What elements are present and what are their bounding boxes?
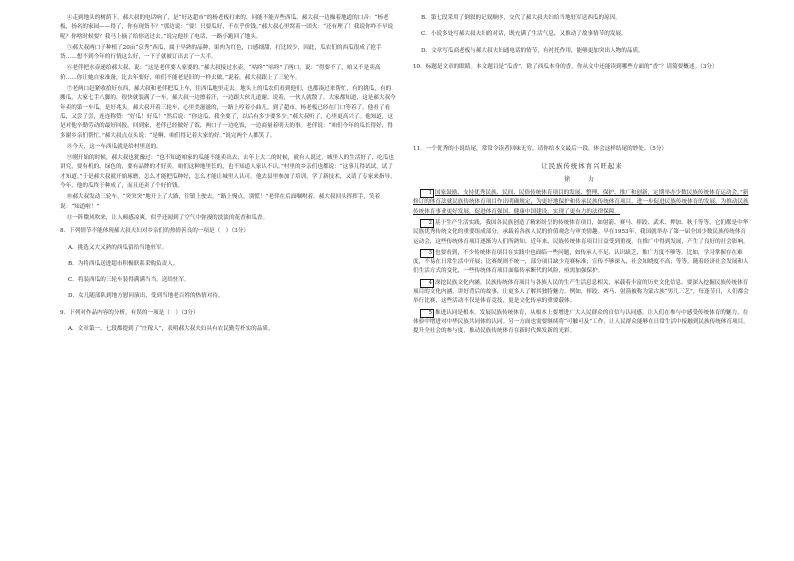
article-paragraph-text: 深挖民族文化内涵。民族传统体育项目与各族人民的生产生活息息相关，承载着丰富的历史文化信息。要深入挖掘民族传统体育项目的文化内涵，讲好背后的故事，让更多人了解其独特魅力。例如，摔跤、赛马、射箭被称为蒙古族“男儿三艺”，每逢节日，人们都会举行比赛，这些活动不仅是体育竞技，更是文化传承的重要载体。 bbox=[413, 279, 749, 305]
question-10-stem: 10．标题是文章的眼睛。本文题目是“瓜香”，除了西瓜本身的香，你从文中还能读到哪些方面的“香”？请简要概述。（3分） bbox=[413, 63, 718, 70]
story-paragraph: ⑪一阵微风吹来，让人顿感凉爽，似乎还闻到了空气中弥漫的淡淡的花香和瓜香。 bbox=[66, 214, 269, 221]
article-paragraph bbox=[413, 249, 751, 277]
question-8-option-a: A．挑选又大又熟的西瓜留给当地驻军。 bbox=[68, 244, 168, 251]
question-11-stem: 11．一个优秀的小说结尾，常常令读者回味无穷，请你给本文最后一段，体会这样结尾的妙处。（5分） bbox=[413, 146, 668, 153]
story-paragraph: ⑩郝大叔发动三轮车，“突突突”地开上了大路，往镇上驶去。“路上慢点，别慌！”老伴在后面嘱咐着。郝大叔回头挥挥手，笑着说：“知道啦！” bbox=[60, 194, 381, 210]
question-9-option-a: A．文章第一、七段都提到了“庄稼人”，表明郝大叔夫妇具有农民勤劳朴实的品质。 bbox=[68, 326, 274, 333]
story-paragraph: ⑦老两口赶紧收拾好东西，郝大叔和老伴把瓜上车，往西瓜地里走去。地头上的瓜农们看到他们，也都凑过来帮忙，有的挑瓜，有的搬瓜，大家七手八脚的，很快就装满了一车。郝大叔一边擦着汗，一边跟大伙儿道谢。说着，一伙人就散了。大家都知道，这是郝大叔今年卖的第一车瓜，是好兆头。郝大叔开着三轮车，心里美滋滋的，一路上哼着小曲儿。到了超市，杨老板已经在门口等着了，他看了看瓜，又尝了尝，连连称赞：“好瓜！好瓜！”然后说：“你这瓜，我全要了，以后有多少要多少。”郝大叔听了，心里更高兴了。他知道，这是对他辛勤劳动的最好回报。回到家，老伴已经做好了饭，两口子一边吃饭，一边商量着明天的事。老伴说：“咱们今年的瓜长得好，得多谢乡亲们帮忙。”郝大叔点点头说：“是啊，咱们得记着大家的好。”说完两个人都笑了。 bbox=[60, 86, 396, 139]
paragraph-number-1: 1 bbox=[420, 189, 434, 198]
story-paragraph: ⑨刚开始的时候，郝大叔也犹豫过：“也不知道咱家的瓜能不能卖出去，去年上大二的时候，就有人说过，城里人的生活好了，吃瓜也讲究，要有机的、绿色的，要有品牌的才好卖。咱们这种地里长的，也不知道人家认不认。”村里的乡亲们也都说：“这事儿得试试，试了才知道。”于是郝大叔就开始琢磨，怎么才能把瓜种好，怎么才能让城里人认可。他去县里参加了培训，学了新技术，又请了专家来指导。今年，他的瓜终于种成了，而且还卖了个好价钱。 bbox=[60, 155, 396, 190]
article-paragraph bbox=[413, 219, 751, 247]
question-8-option-c: C．将装西瓜的三轮车装得满满当当，送给驻军。 bbox=[68, 277, 190, 284]
article-author: 徐 力 bbox=[563, 175, 600, 183]
question-9-option-d: D．文章写瓜商老板与郝大叔夫妇通电话的情节，有衬托作用，能够更加突出人物的品质。 bbox=[421, 47, 644, 54]
story-paragraph: ④走到地头的树荫下，郝大叔的电话响了，是“好达超市”的杨老板打来的，问能不能弄些西瓜。郝大叔一边操着地道的口音：“杨老板，扬名的家园——得了，你有现货不？”那边说：“要！只要瓜好，不在乎价钱。”郝大叔心里窝着一团火：“还有理了！我说你咋不早说呢？你啥时候要？我马上摘了给你送过去。”说完他挂了电话，一路小跑回了地头。 bbox=[60, 15, 394, 40]
article-paragraph-text: 基于生产生活实践，我国各民族创造了精彩纷呈的传统体育项目，如射箭、赛马、摔跤、武术、押加、秋千等等，它们都是中华民族优秀传统文化的重要组成部分，承载着各族人民的价值观念与审美情趣。早在1953年，我国就举办了第一届全国少数民族传统体育运动会，这些传统体育项目逐渐为人们所熟知。近年来，民族传统体育项目日益受到重视，在推广中得到发展，产生了良好的社会影响。 bbox=[413, 219, 749, 245]
question-9-stem: 9．下列对作品内容的分析，有误的一项是（ ）（3分） bbox=[60, 309, 199, 316]
left-column bbox=[60, 14, 396, 341]
question-9-option-b: B．第七段采用了倒叙的记叙顺序，交代了郝大叔夫妇给当地驻军送西瓜的原因。 bbox=[421, 15, 621, 21]
paragraph-number-5: 5 bbox=[420, 309, 434, 318]
paragraph-number-3: 3 bbox=[420, 249, 434, 258]
question-10-answer-space bbox=[413, 79, 751, 141]
story-paragraph: ⑥老伴把水壶递给郝大叔，说：“这是老伴要人家要的。”郝大叔接过水壶，“咕咚”“咕咚”了两口，说：“得要不了，咱又不是卖高价……你让她自家准备，比去年要好，咱们不能老是旧的一样去做。”说着，郝大叔跟上了三轮车。 bbox=[60, 65, 381, 81]
story-paragraph: ⑤郝大叔两口子种植了20亩“京秀”西瓜，属于早熟的品种，果肉为红色，口感细甜，打比较少，因此，瓜农们的西瓜很成了抢手货……想不到今年的行情这么好，一下子就被订出去了一大半。 bbox=[60, 44, 382, 61]
question-8-stem: 8．下列情节不能体现郝大叔夫妇对乡亲们的热情善良的一项是（ ）（3分） bbox=[60, 228, 249, 235]
article-paragraph-text: 国家鼓励、支持优秀民族、民间、民俗传统体育项目的发展、整理、保护、推广和创新，定期举办少数民族传统体育运动会。”新修订的体育法就民族传统体育项目作出明确规定，为更好地保护和传承民族传统体育项目，进一步促进民族传统体育的发展，为推动民族传统体育事业更好发展，促进体育强国、健康中国建设，实现了更有力的法律保障。 bbox=[413, 190, 749, 215]
article-paragraph bbox=[413, 309, 751, 337]
article-paragraph bbox=[413, 189, 751, 217]
article-paragraph-text: 也要看到，不少传统体育项目在实践中也面临一些问题，如传承人不足、认识缺乏、推广力度不够等。比如，学习掌握存在难度，不易在日常生活中开展；比赛规则不统一，部分项目缺少竞赛标准；宣传不够深入，社会知晓度不高；等等。随着经济社会发展和人们生活方式的变化，一些传统体育项目面临传承断代的风险，亟需加强保护。 bbox=[413, 249, 749, 275]
question-9-option-c: C．小说多处写郝大叔夫妇的对话，既充满了生活气息，又推动了故事情节的发展。 bbox=[421, 31, 627, 38]
article-title: 让民族传统体育兴旺起来 bbox=[541, 162, 623, 171]
paragraph-number-4: 4 bbox=[420, 279, 434, 288]
right-column bbox=[413, 14, 751, 339]
question-8-option-b: B．为将西瓜送进超市积极联系采购负责人。 bbox=[68, 260, 179, 267]
paragraph-number-2: 2 bbox=[420, 219, 434, 228]
article-paragraph-text: 推进认同是根本。发展民族传统体育，从根本上要增进广大人民群众的自信与认同感。让人们在参与中感受传统体育的魅力，在体验中增进对中华民族共同体的认同。另一方面也需要继续将“可触可及”工作，让人民群众能够在日常生活中接触到民族传统体育项目，提升全社会的参与度，推动民族传统体育在新时代焕发新的光彩。 bbox=[413, 309, 749, 335]
article-paragraph bbox=[413, 279, 751, 307]
question-8-option-d: D．女儿随部队到地方慰问演出，受到当地老百姓的热情对待。 bbox=[68, 293, 224, 300]
story-paragraph: ⑧今天，这一车西瓜就是给村里送的。 bbox=[66, 143, 162, 150]
